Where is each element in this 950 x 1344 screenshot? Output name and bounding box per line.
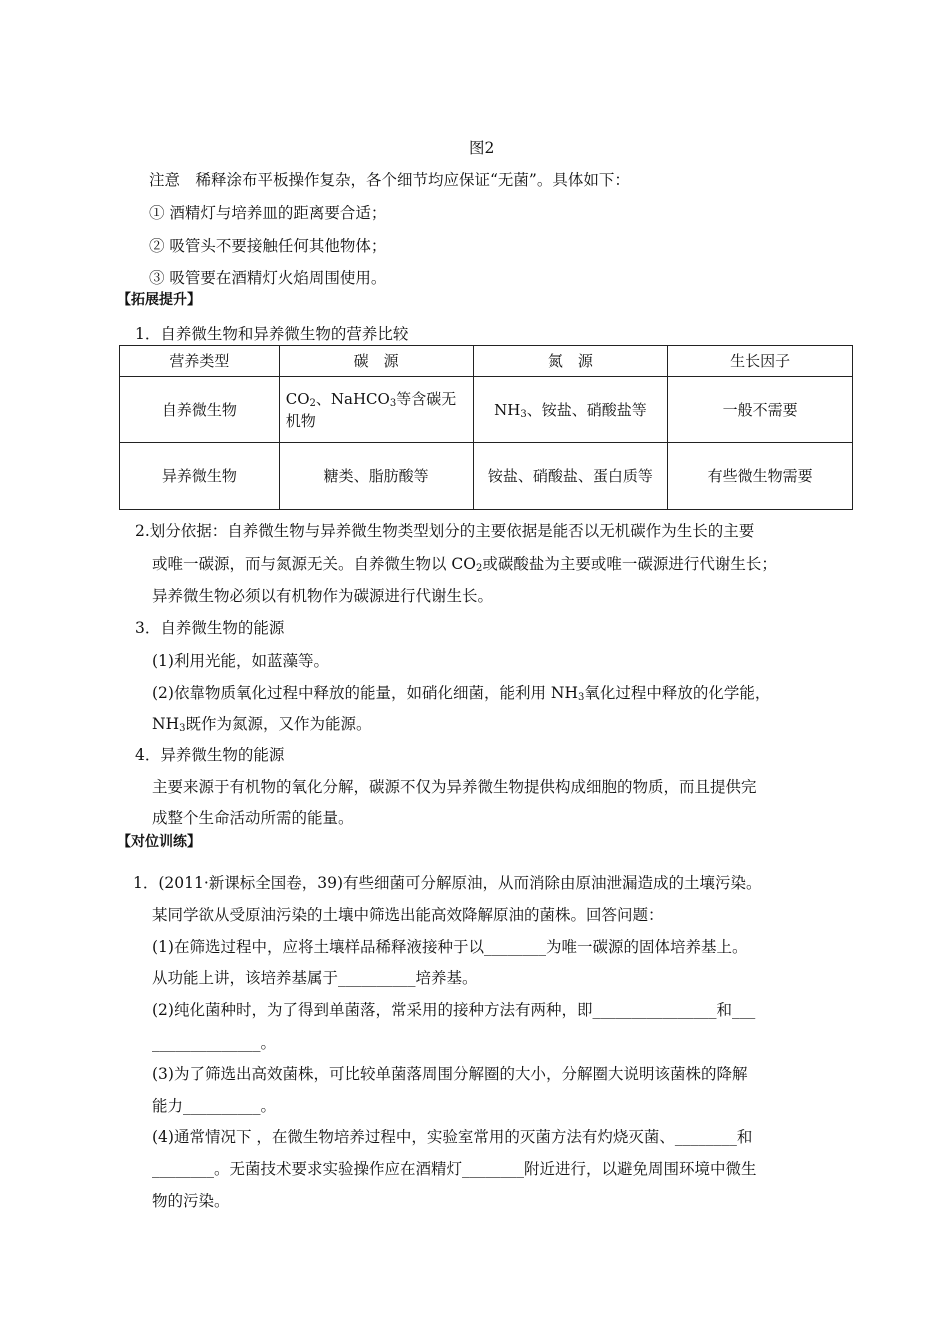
note-item-2: ② 吸管头不要接触任何其他物体；: [149, 237, 387, 255]
point-3-line-2: (2)依靠物质氧化过程中释放的能量，如硝化细菌，能利用 $NH_3$氧化过程中释放的化学能，: [152, 684, 771, 703]
figure-caption: 图2: [469, 139, 495, 157]
table-header-cell: 氮 源: [473, 346, 668, 377]
point-3-line-3: $NH_3$既作为氮源，又作为能源。: [152, 715, 372, 734]
table-row: [120, 377, 853, 443]
table-cell-growth: 有些微生物需要: [668, 443, 853, 510]
table-cell-carbon: 糖类、脂肪酸等: [279, 443, 473, 510]
question-1-line-6: ______________。: [152, 1034, 277, 1052]
question-1-line-3: (1)在筛选过程中，应将土壤样品稀释液接种于以________为唯一碳源的固体培养基上。: [152, 938, 748, 956]
question-1-line-4: 从功能上讲，该培养基属于__________培养基。: [152, 969, 478, 987]
question-1-line-1: 1．(2011·新课标全国卷，39)有些细菌可分解原油，从而消除由原油泄漏造成的土壤污染。: [133, 874, 762, 892]
question-1-line-7: (3)为了筛选出高效菌株，可比较单菌落周围分解圈的大小，分解圈大说明该菌株的降解: [152, 1065, 748, 1083]
table-header-cell: 营养类型: [120, 346, 280, 377]
section-heading-extend: 【拓展提升】: [117, 292, 201, 308]
table-header-cell: 碳 源: [279, 346, 473, 377]
question-1-line-5: (2)纯化菌种时，为了得到单菌落，常采用的接种方法有两种，即________________和___: [152, 1001, 756, 1019]
table-row: [120, 443, 853, 510]
point-4-line-2: 成整个生命活动所需的能量。: [152, 809, 354, 827]
question-1-line-8: 能力__________。: [152, 1097, 277, 1115]
nutrition-comparison-table: [119, 345, 853, 510]
note-item-1: ① 酒精灯与培养皿的距离要合适；: [149, 204, 387, 222]
point-1-title: 1．自养微生物和异养微生物的营养比较: [135, 325, 409, 343]
point-2-line-2: 或唯一碳源，而与氮源无关。自养微生物以 $CO_2$或碳酸盐为主要或唯一碳源进行代谢生长；: [152, 555, 777, 574]
point-2-line-1: 2.划分依据：自养微生物与异养微生物类型划分的主要依据是能否以无机碳作为生长的主要: [135, 522, 755, 540]
question-1-line-2: 某同学欲从受原油污染的土壤中筛选出能高效降解原油的菌株。回答问题：: [152, 906, 664, 924]
table-cell-carbon: $CO_2$、NaHCO$_3$等含碳无机物: [279, 377, 473, 443]
table-cell-growth: 一般不需要: [668, 377, 853, 443]
point-4-line-1: 主要来源于有机物的氧化分解，碳源不仅为异养微生物提供构成细胞的物质，而且提供完: [152, 778, 757, 796]
question-1-line-11: 物的污染。: [152, 1192, 230, 1210]
table-cell-type: 自养微生物: [120, 377, 280, 443]
point-3-line-1: (1)利用光能，如蓝藻等。: [152, 652, 329, 670]
question-1-line-10: ________。无菌技术要求实验操作应在酒精灯________附近进行，以避免周围环境中微生: [152, 1160, 757, 1178]
point-2-line-3: 异养微生物必须以有机物作为碳源进行代谢生长。: [152, 587, 494, 605]
note-item-3: ③ 吸管要在酒精灯火焰周围使用。: [149, 269, 387, 287]
section-heading-training: 【对位训练】: [117, 834, 201, 850]
table-header-row: [120, 346, 853, 377]
point-3-title: 3．自养微生物的能源: [135, 619, 285, 637]
table-header-cell: 生长因子: [668, 346, 853, 377]
point-4-title: 4．异养微生物的能源: [135, 746, 285, 764]
table-cell-type: 异养微生物: [120, 443, 280, 510]
table-cell-nitrogen: $NH_3$、铵盐、硝酸盐等: [473, 377, 668, 443]
note-lead: 注意 稀释涂布平板操作复杂，各个细节均应保证“无菌”。具体如下：: [149, 171, 630, 189]
table-cell-nitrogen: 铵盐、硝酸盐、蛋白质等: [473, 443, 668, 510]
question-1-line-9: (4)通常情况下 ，在微生物培养过程中，实验室常用的灭菌方法有灼烧灭菌、________和: [152, 1128, 753, 1146]
